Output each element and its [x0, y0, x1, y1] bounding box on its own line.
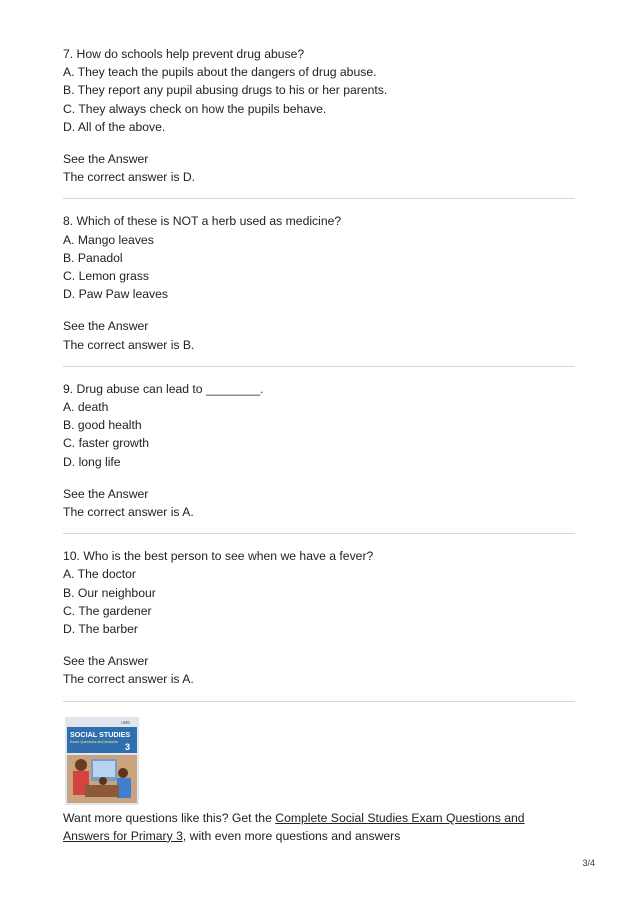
option-c: C. faster growth	[63, 436, 150, 451]
cover-grade: 3	[125, 741, 131, 752]
see-answer-toggle[interactable]: See the Answer	[63, 654, 149, 669]
option-d: D. long life	[63, 454, 121, 469]
option-b: B. They report any pupil abusing drugs to his or her parents.	[63, 83, 388, 98]
option-a: A. The doctor	[63, 567, 136, 582]
option-c: C. Lemon grass	[63, 269, 150, 284]
book-cover-image[interactable]	[63, 715, 141, 807]
correct-answer: The correct answer is A.	[63, 505, 194, 520]
option-b: B. good health	[63, 418, 142, 433]
question-block-9	[63, 380, 575, 521]
correct-answer: The correct answer is A.	[63, 672, 194, 687]
option-d: D. The barber	[63, 622, 138, 637]
option-d: D. All of the above.	[63, 119, 166, 134]
correct-answer: The correct answer is B.	[63, 337, 195, 352]
promo-suffix: , with even more questions and answers	[182, 828, 401, 843]
question-text: 10. Who is the best person to see when we have a fever?	[63, 549, 374, 564]
divider	[63, 366, 575, 367]
promo-paragraph	[63, 809, 563, 845]
book-link[interactable]: Complete Social Studies Exam Questions and Answers for Primary 3	[63, 810, 525, 843]
book-cover-illustration	[63, 715, 141, 807]
option-a: A. Mango leaves	[63, 232, 154, 247]
divider	[63, 701, 575, 702]
document-page	[63, 45, 575, 845]
option-b: B. Our neighbour	[63, 585, 156, 600]
divider	[63, 198, 575, 199]
option-b: B. Panadol	[63, 250, 123, 265]
correct-answer: The correct answer is D.	[63, 170, 196, 185]
see-answer-toggle[interactable]: See the Answer	[63, 319, 149, 334]
cover-subtitle: Exam Questions and Answers	[70, 739, 118, 744]
question-block-8	[63, 212, 575, 353]
promo-prefix: Want more questions like this? Get the	[63, 810, 276, 825]
question-text: 8. Which of these is NOT a herb used as medicine?	[63, 214, 342, 229]
see-answer-toggle[interactable]: See the Answer	[63, 486, 149, 501]
option-c: C. They always check on how the pupils behave.	[63, 101, 327, 116]
see-answer-toggle[interactable]: See the Answer	[63, 152, 149, 167]
option-a: A. death	[63, 400, 109, 415]
cover-title: SOCIAL STUDIES	[70, 729, 131, 739]
cover-tag: UBE	[121, 719, 131, 725]
option-a: A. They teach the pupils about the dangers of drug abuse.	[63, 65, 377, 80]
divider	[63, 533, 575, 534]
question-text: 9. Drug abuse can lead to ________.	[63, 381, 264, 396]
page-number: 3/4	[582, 858, 595, 868]
option-d: D. Paw Paw leaves	[63, 287, 168, 302]
question-text: 7. How do schools help prevent drug abuse?	[63, 47, 305, 61]
question-block-7	[63, 45, 575, 186]
option-c: C. The gardener	[63, 603, 152, 618]
question-block-10	[63, 547, 575, 688]
